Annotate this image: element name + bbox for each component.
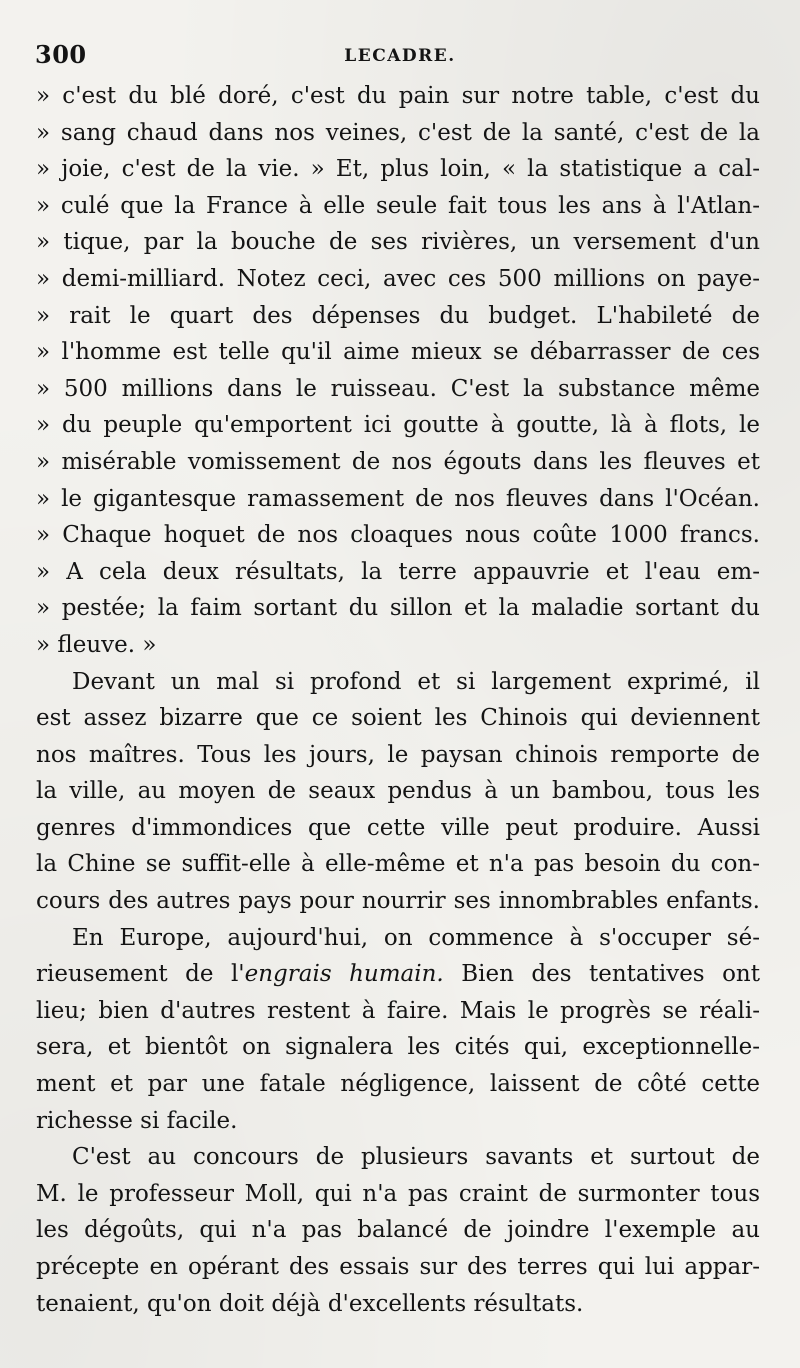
text-line: » le gigantesque ramassement de nos fleuves dans l'Océan. xyxy=(36,485,760,512)
text-line: » joie, c'est de la vie. » Et, plus loin, « la statistique a cal- xyxy=(36,156,760,183)
text-line: la Chine se suffit-elle à elle-même et n'a pas besoin du con- xyxy=(36,851,760,878)
text-line: sera, et bientôt on signalera les cités qui, exceptionnelle- xyxy=(36,1034,760,1061)
text-line: » A cela deux résultats, la terre appauvrie et l'eau em- xyxy=(36,558,760,585)
text-line: » fleuve. » xyxy=(36,631,157,658)
running-title: LECADRE. xyxy=(344,46,456,66)
text-line: C'est au concours de plusieurs savants et surtout de xyxy=(72,1144,760,1171)
text-line: lieu; bien d'autres restent à faire. Mais le progrès se réali- xyxy=(36,997,760,1024)
text-line: » sang chaud dans nos veines, c'est de la santé, c'est de la xyxy=(36,119,760,146)
text-line: » rait le quart des dépenses du budget. L'habileté de xyxy=(36,302,760,329)
text-line: nos maîtres. Tous les jours, le paysan chinois remporte de xyxy=(36,741,760,768)
paragraph xyxy=(36,664,760,920)
text-line: » tique, par la bouche de ses rivières, un versement d'un xyxy=(36,229,760,256)
text-line: » c'est du blé doré, c'est du pain sur notre table, c'est du xyxy=(36,83,760,109)
text-line: genres d'immondices que cette ville peut produire. Aussi xyxy=(36,814,760,841)
text-fragment: rieusement de l' xyxy=(36,961,245,988)
body-text xyxy=(36,78,760,1322)
text-line: tenaient, qu'on doit déjà d'excellents résultats. xyxy=(36,1290,584,1317)
paragraph xyxy=(36,920,760,1140)
text-line: les dégoûts, qui n'a pas balancé de joindre l'exemple au xyxy=(36,1217,760,1244)
text-line: richesse si facile. xyxy=(36,1107,238,1134)
paragraph xyxy=(36,1139,760,1322)
text-line: précepte en opérant des essais sur des terres qui lui appar- xyxy=(36,1254,760,1280)
italic-term: engrais humain. xyxy=(244,961,444,988)
text-line: » demi-milliard. Notez ceci, avec ces 500 millions on paye- xyxy=(36,265,760,292)
text-line: ment et par une fatale négligence, laissent de côté cette xyxy=(36,1071,760,1098)
text-line: la ville, au moyen de seaux pendus à un bambou, tous les xyxy=(36,778,760,805)
text-line xyxy=(36,956,760,993)
text-line: » l'homme est telle qu'il aime mieux se débarrasser de ces xyxy=(36,339,760,366)
text-line: M. le professeur Moll, qui n'a pas craint de surmonter tous xyxy=(36,1180,760,1207)
text-line: Devant un mal si profond et si largement exprimé, il xyxy=(72,668,760,695)
text-line: » du peuple qu'emportent ici goutte à goutte, là à flots, le xyxy=(36,412,760,439)
text-line: est assez bizarre que ce soient les Chinois qui deviennent xyxy=(36,705,760,732)
page-header xyxy=(35,40,765,70)
text-line: » Chaque hoquet de nos cloaques nous coûte 1000 francs. xyxy=(36,522,760,549)
text-line: » pestée; la faim sortant du sillon et la maladie sortant du xyxy=(36,595,760,622)
page-number: 300 xyxy=(35,40,87,69)
text-line: cours des autres pays pour nourrir ses innombrables enfants. xyxy=(36,888,760,915)
text-line: » misérable vomissement de nos égouts dans les fleuves et xyxy=(36,448,760,475)
text-fragment: Bien des tentatives ont xyxy=(443,961,760,988)
text-line: » culé que la France à elle seule fait tous les ans à l'Atlan- xyxy=(36,192,760,219)
text-line: » 500 millions dans le ruisseau. C'est la substance même xyxy=(36,375,760,402)
text-line: En Europe, aujourd'hui, on commence à s'occuper sé- xyxy=(72,924,760,951)
quoted-passage xyxy=(36,78,760,664)
